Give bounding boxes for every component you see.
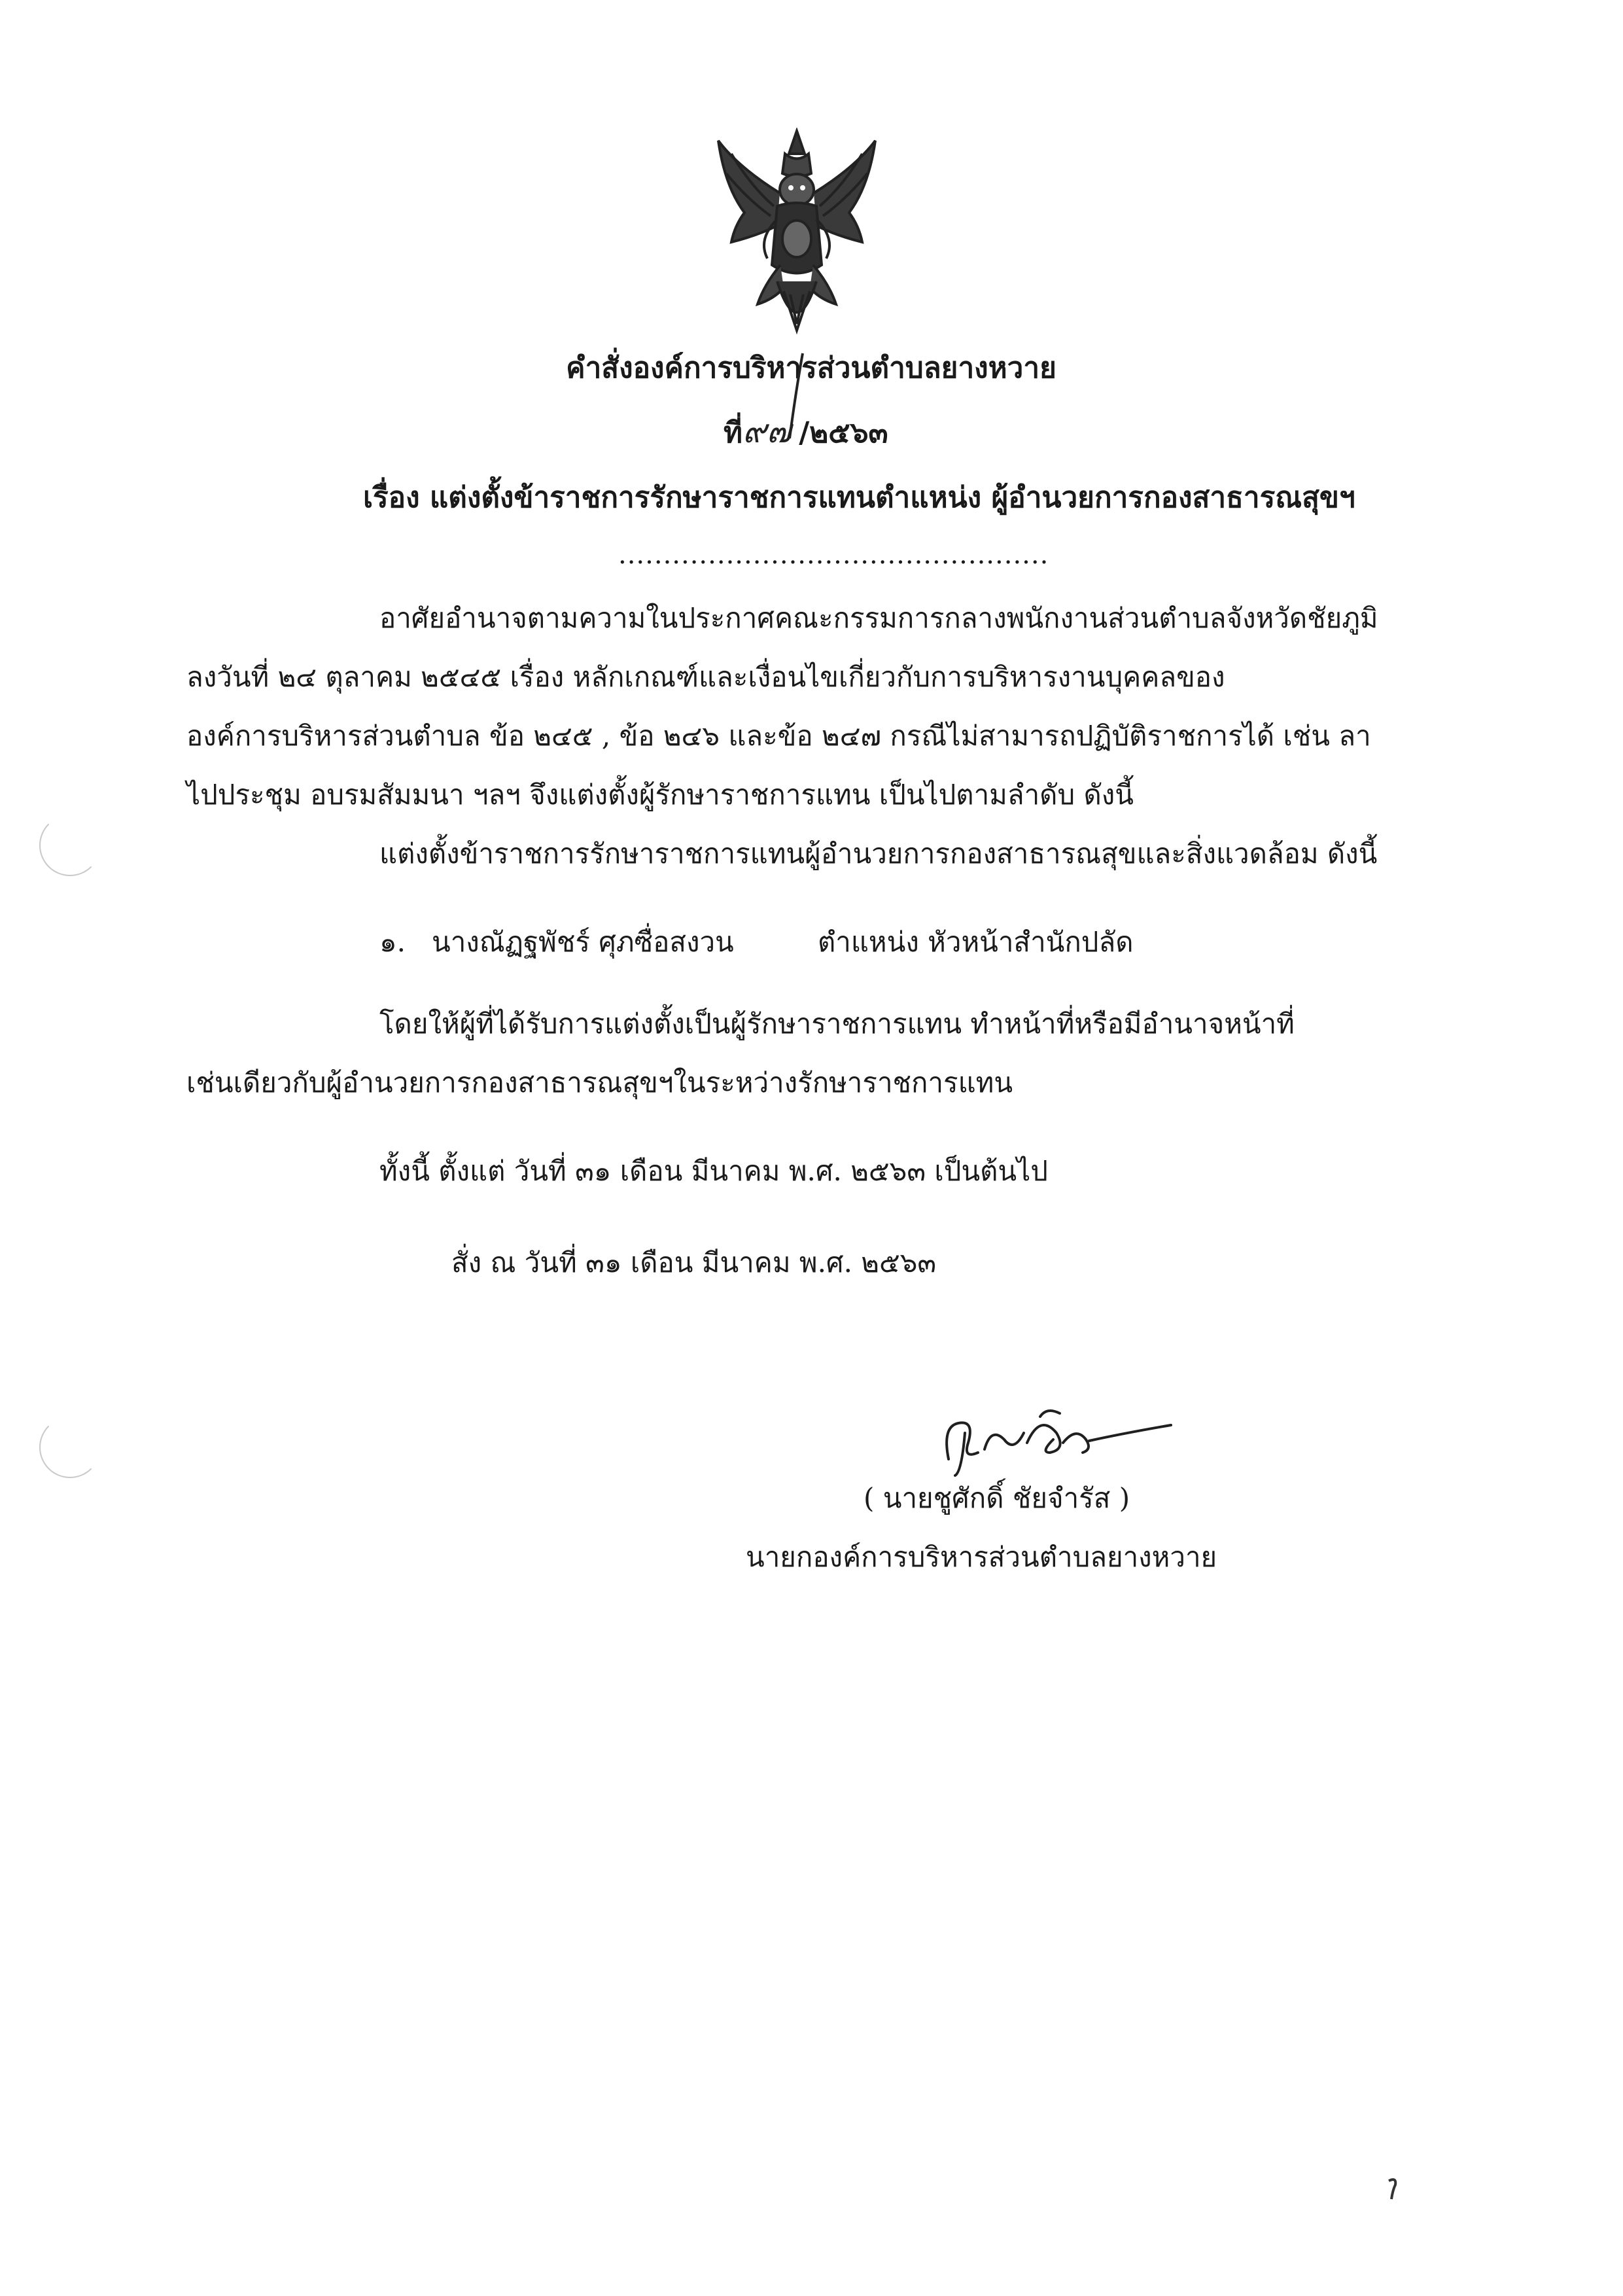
body-line-1: อาศัยอำนาจตามความในประกาศคณะกรรมการกลางพนักงานส่วนตำบลจังหวัดชัยภูมิ <box>379 602 1378 634</box>
signer-title: นายกองค์การบริหารส่วนตำบลยางหวาย <box>746 1541 1217 1573</box>
appointee-number: ๑. <box>379 926 406 958</box>
body-line-2: ลงวันที่ ๒๔ ตุลาคม ๒๕๔๕ เรื่อง หลักเกณฑ์และเงื่อนไขเกี่ยวกับการบริหารงานบุคคลของ <box>186 661 1225 693</box>
pen-stroke <box>782 350 808 442</box>
duty-line-2: เช่นเดียวกับผู้อำนวยการกองสาธารณสุขฯในระหว่างรักษาราชการแทน <box>186 1067 1013 1099</box>
order-title: คำสั่งองค์การบริหารส่วนตำบลยางหวาย <box>566 351 1056 385</box>
stray-ink-mark <box>1384 2176 1403 2202</box>
body-line-3: องค์การบริหารส่วนตำบล ข้อ ๒๔๕ , ข้อ ๒๔๖ และข้อ ๒๔๗ กรณีไม่สามารถปฏิบัติราชการได้ เช่น ลา <box>186 720 1371 752</box>
garuda-emblem-icon <box>712 128 882 344</box>
effective-date: ทั้งนี้ ตั้งแต่ วันที่ ๓๑ เดือน มีนาคม พ.ศ. ๒๕๖๓ เป็นต้นไป <box>379 1155 1048 1187</box>
order-number-suffix: /๒๕๖๓ <box>799 416 888 450</box>
appointee-position: ตำแหน่ง หัวหน้าสำนักปลัด <box>818 926 1134 958</box>
signature-image <box>929 1387 1178 1479</box>
punch-hole-mark <box>39 1417 101 1478</box>
order-number-handwritten: ๙๗ <box>742 412 792 450</box>
duty-line-1: โดยให้ผู้ที่ได้รับการแต่งตั้งเป็นผู้รักษาราชการแทน ทำหน้าที่หรือมีอำนาจหน้าที่ <box>379 1008 1295 1040</box>
order-subject: เรื่อง แต่งตั้งข้าราชการรักษาราชการแทนตำแหน่ง ผู้อำนวยการกองสาธารณสุขฯ <box>363 481 1355 514</box>
body-line-4: ไปประชุม อบรมสัมมนา ฯลฯ จึงแต่งตั้งผู้รักษาราชการแทน เป็นไปตามลำดับ ดังนี้ <box>186 779 1134 811</box>
appointee-name: นางณัฏฐพัชร์ ศุภซื่อสงวน <box>432 926 734 958</box>
punch-hole-mark <box>39 815 101 876</box>
order-number-prefix: ที่ <box>724 416 743 450</box>
signer-name: ( นายชูศักดิ์ ชัยจำรัส ) <box>864 1482 1130 1514</box>
body-line-5: แต่งตั้งข้าราชการรักษาราชการแทนผู้อำนวยการกองสาธารณสุขและสิ่งแวดล้อม ดังนี้ <box>379 838 1378 870</box>
separator-line: ................................................ <box>618 540 1049 570</box>
ordered-date: สั่ง ณ วันที่ ๓๑ เดือน มีนาคม พ.ศ. ๒๕๖๓ <box>451 1246 937 1279</box>
